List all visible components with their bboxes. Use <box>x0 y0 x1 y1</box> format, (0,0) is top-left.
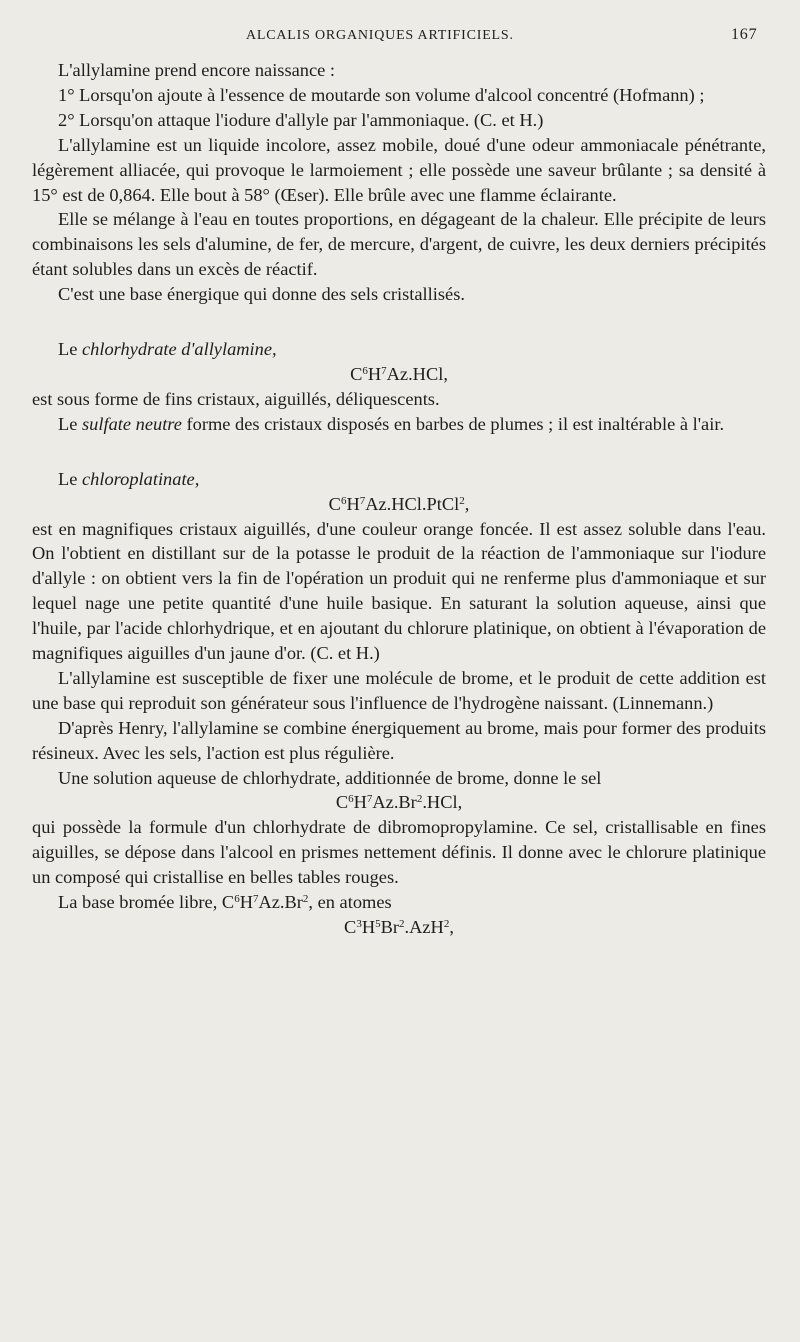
running-title: ALCALIS ORGANIQUES ARTIFICIELS. <box>246 28 514 43</box>
paragraph: est en magnifiques cristaux aiguillés, d'une couleur orange foncée. Il est assez soluble dans l'eau. On l'obtient en distillant sur de la potasse le produit de la réaction de l'ammoniaque sur l'iodure d'allyle : on obtient vers la fin de l'opération un produit qui ne renferme plus d'ammoniaque et sur lequel nage une petite quantité d'une huile basique. En saturant la solution aqueuse, ainsi que l'huile, par l'acide chlorhydrique, et en ajoutant du chlorure platinique, on obtient à l'évaporation de magnifiques aiguilles d'un jaune d'or. (C. et H.) <box>32 518 766 664</box>
body-text <box>32 58 766 940</box>
paragraph: D'après Henry, l'allylamine se combine énergiquement au brome, mais pour former des produits résineux. Avec les sels, l'action est plus régulière. <box>32 717 766 763</box>
paragraph: Elle se mélange à l'eau en toutes proportions, en dégageant de la chaleur. Elle précipite de leurs combinaisons les sels d'alumine, de fer, de mercure, d'argent, de cuivre, les deux derniers précipités étant solubles dans un excès de réactif. <box>32 209 766 280</box>
paragraph-chlorhydrate: Le chlorhydrate d'allylamine, <box>58 339 277 360</box>
paragraph: L'allylamine est susceptible de fixer une molécule de brome, et le produit de cette addition est une base qui reproduit son générateur sous l'influence de l'hydrogène naissant. (Linnemann.) <box>32 667 766 713</box>
formula: $C^6H^7Az.HCl.PtCl^2$, <box>328 493 470 514</box>
formula: $C^6H^7Az.Br^2.HCl$, <box>335 792 463 813</box>
formula: $C^6H^7Az.HCl$, <box>350 363 448 384</box>
compound-name: sulfate neutre <box>82 413 182 434</box>
paragraph: qui possède la formule d'un chlorhydrate de dibromopropylamine. Ce sel, cristallisable en fines aiguilles, se dépose dans l'alcool en prismes nettement définis. Il donne avec le chlorure platinique un composé qui cristallise en belles tables rouges. <box>32 817 766 888</box>
paragraph: L'allylamine est un liquide incolore, assez mobile, doué d'une odeur ammoniacale pénétrante, légèrement alliacée, qui provoque le larmoiement ; elle possède une saveur brûlante ; sa densité à 15° est de 0,864. Elle bout à 58° (Œser). Elle brûle avec une flamme éclairante. <box>32 134 766 205</box>
paragraph-chloroplatinate: Le chloroplatinate, <box>58 468 200 489</box>
paragraph: L'allylamine prend encore naissance : <box>58 60 336 80</box>
page-number: 167 <box>731 26 758 43</box>
formula: $C^3H^5Br^2.AzH^2$, <box>344 917 454 937</box>
paragraph: 2° Lorsqu'on attaque l'iodure d'allyle par l'ammoniaque. (C. et H.) <box>58 109 544 130</box>
paragraph: est sous forme de fins cristaux, aiguillés, déliquescents. <box>32 388 440 409</box>
compound-name: chlorhydrate d'allylamine, <box>82 339 277 360</box>
paragraph: La base bromée libre, $C^6H^7Az.Br^2$, en atomes <box>58 892 392 913</box>
paragraph-sulfate: Le sulfate neutre forme des cristaux disposés en barbes de plumes ; il est inaltérable à l'air. <box>58 413 725 434</box>
paragraph: Une solution aqueuse de chlorhydrate, additionnée de brome, donne le sel <box>58 767 602 788</box>
paragraph: 1° Lorsqu'on ajoute à l'essence de moutarde son volume d'alcool concentré (Hofmann) ; <box>58 84 705 105</box>
paragraph: C'est une base énergique qui donne des sels cristallisés. <box>58 284 465 305</box>
compound-name: chloroplatinate, <box>82 468 200 489</box>
running-header <box>0 26 800 50</box>
